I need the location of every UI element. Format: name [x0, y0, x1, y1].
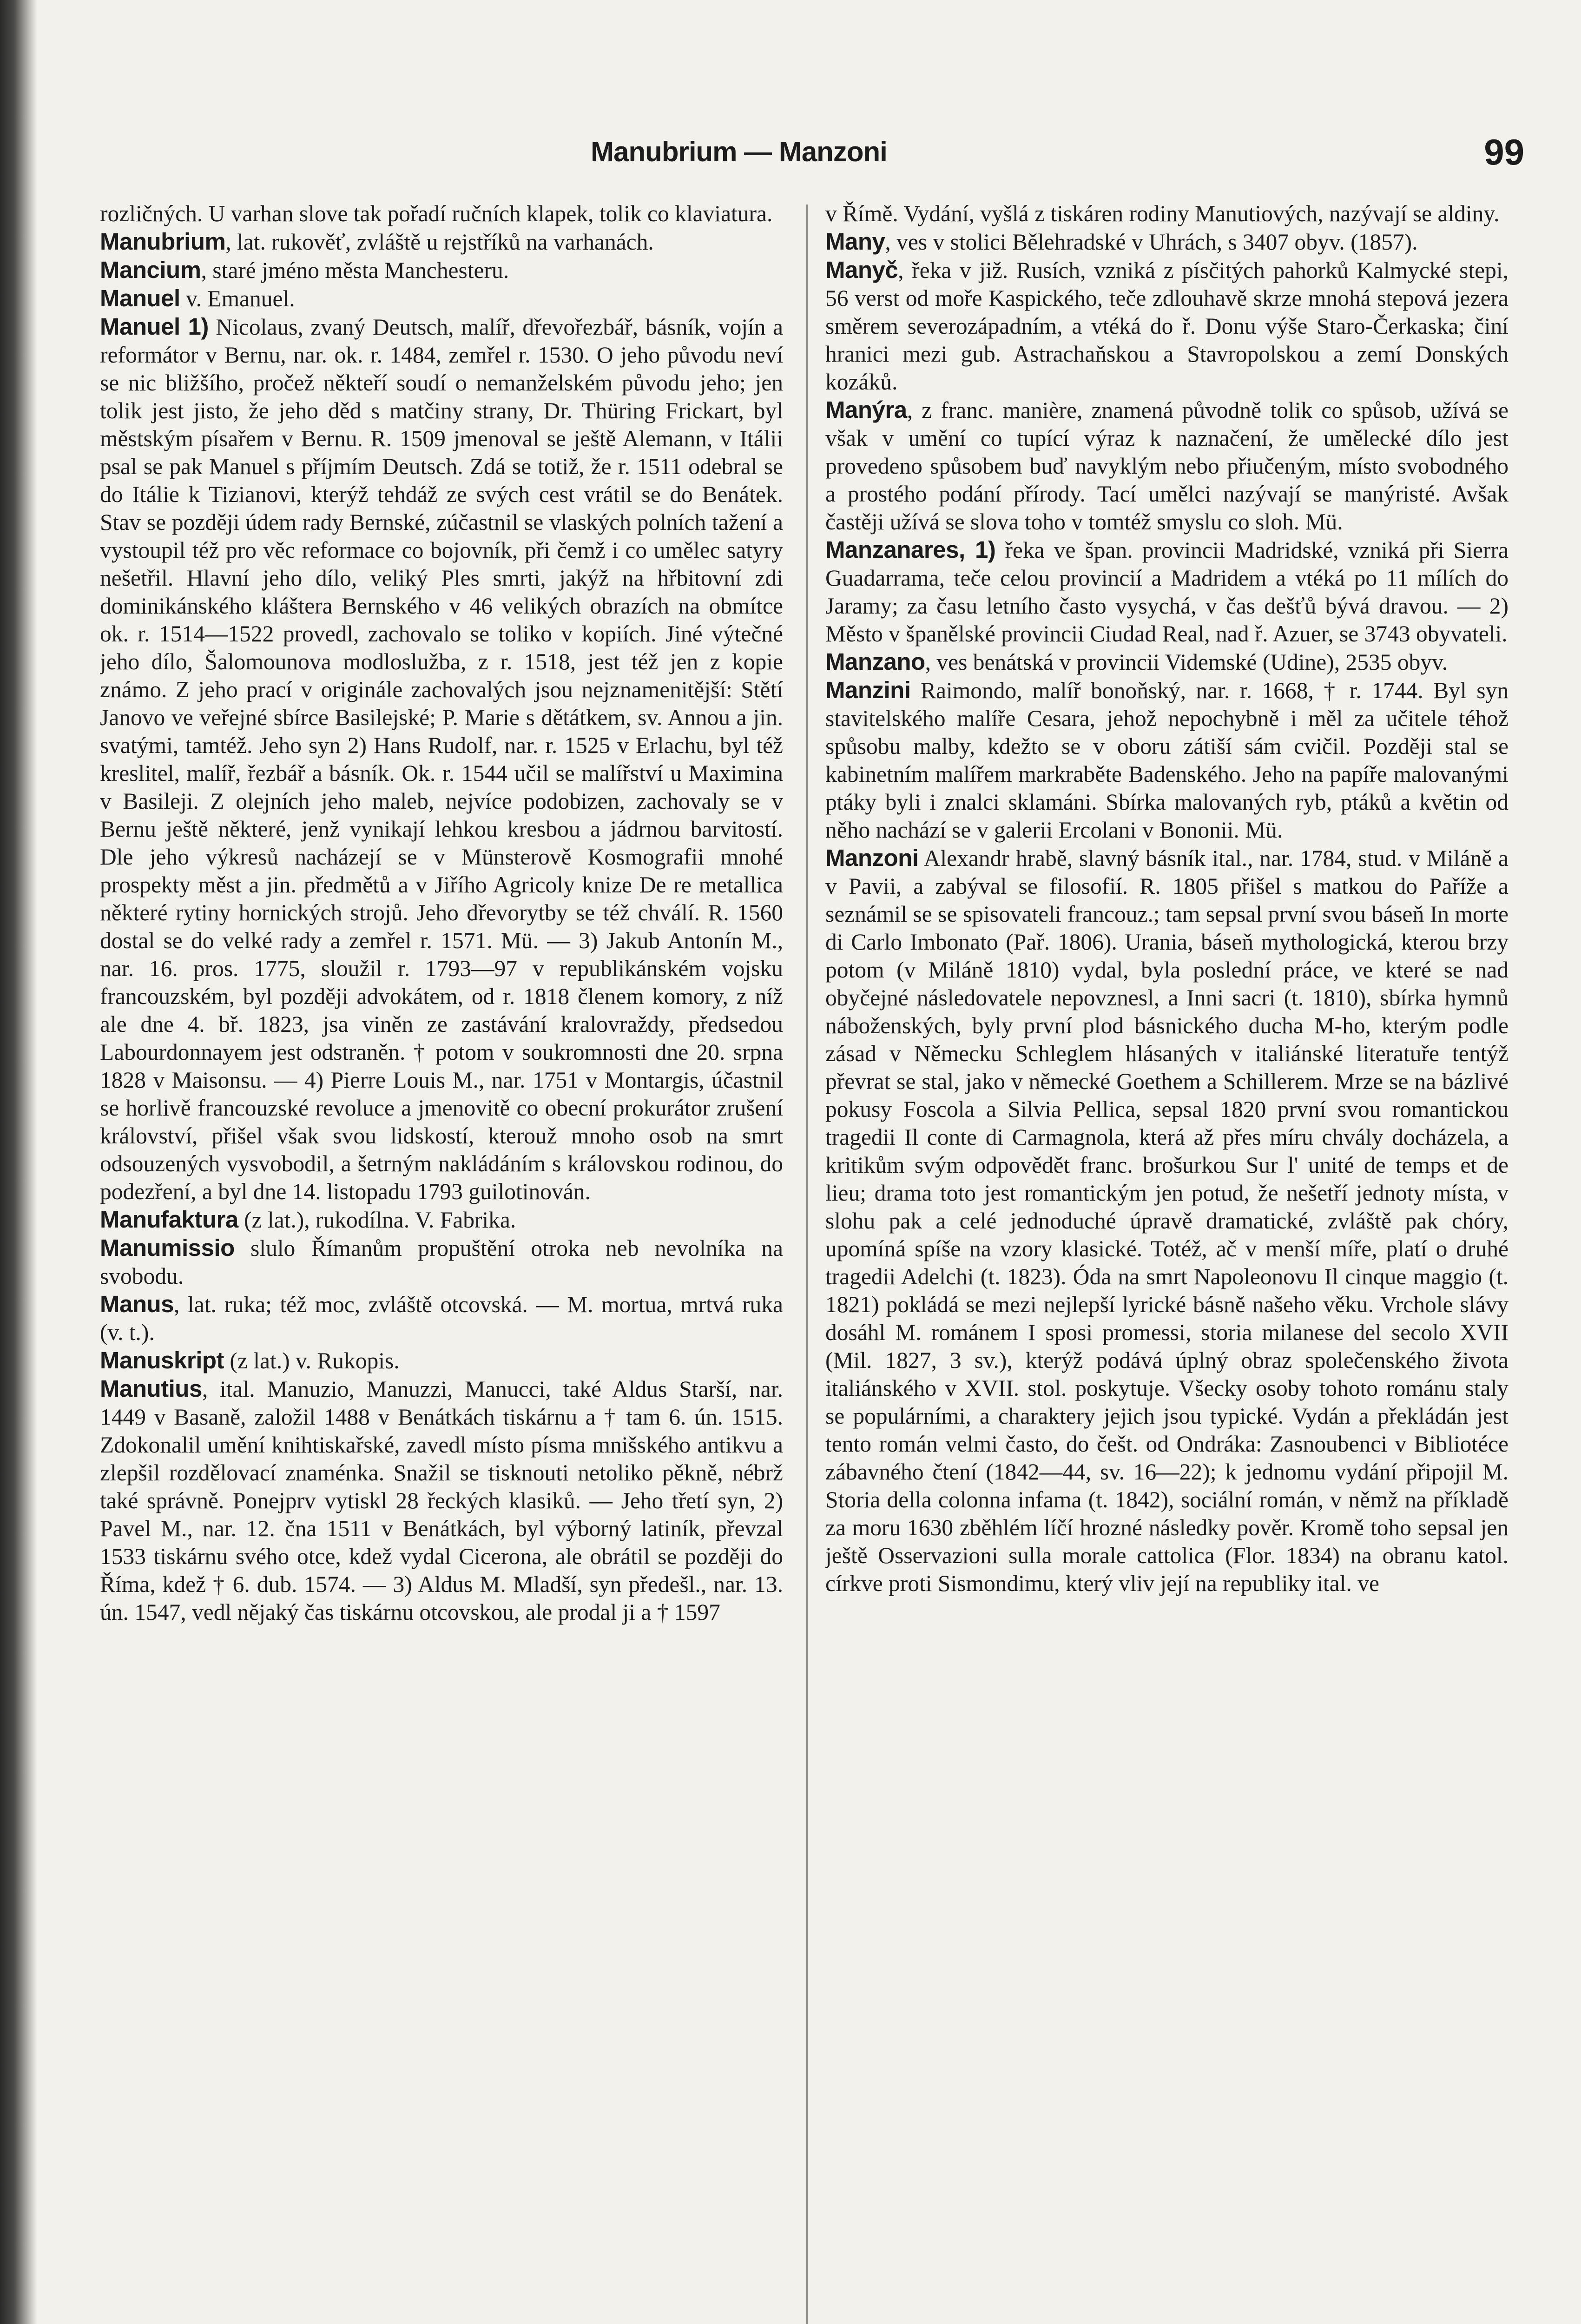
scan-edge-shadow	[0, 0, 37, 2324]
dictionary-entry	[825, 676, 1509, 844]
entry-text: Nicolaus, zvaný Deutsch, malíř, dřevořezbář, básník, vojín a reformátor v Bernu, nar. ok. r. 1484, zemřel r. 1530. O jeho původu neví se nic bližšího, pročež někteří soudí o nemanželském původu jeho; jen tolik jest jisto, že jeho děd s matčiny strany, Dr. Thüring Frickart, byl městským písařem v Bernu. R. 1509 jmenoval se ještě Alemann, v Itálii psal se pak Manuel s příjmím Deutsch. Zdá se totiž, že r. 1511 odebral se do Itálie k Tizianovi, kterýž tehdáž ze svých cest vrátil se do Benátek. Stav se později údem rady Bernské, zúčastnil se vlaských polních tažení a vystoupil též pro věc reformace co bojovník, při čemž i co umělec satyry nešetřil. Hlavní jeho dílo, veliký Ples smrti, jakýž na hřbitovní zdi dominikánského kláštera Bernského v 46 velikých obrazích na obmítce ok. r. 1514—1522 provedl, zachovalo se toliko v kopiích. Jiné výtečné jeho dílo, Šalomounova modloslužba, z r. 1518, jest též jen z kopie známo. Z jeho prací v originále zachovalých jsou nejznamenitější: Stětí Janovo ve veřejné sbírce Basilejské; P. Marie s dětátkem, sv. Annou a jin. svatými, tamtéž. Jeho syn 2) Hans Rudolf, nar. r. 1525 v Erlachu, byl též kreslitel, malíř, řezbář a básník. Ok. r. 1544 učil se malířství u Maximina v Basileji. Z olejních jeho maleb, nejvíce podobizen, zachovaly se v Bernu ještě některé, jenž vynikají lehkou kresbou a jádrnou barvitostí. Dle jeho výkresů nacházejí se v Münsterově Kosmografii mnohé prospekty měst a jin. předmětů a v Jiřího Agricoly knize De re metallica některé rytiny hornických strojů. Jeho dřevorytby se též chválí. R. 1560 dostal se do velké rady a zemřel r. 1571. Mü. — 3) Jakub Antonín M., nar. 16. pros. 1775, sloužil r. 1793—97 v republikánském vojsku francouzském, byl později advokátem, od r. 1818 členem komory, z níž ale dne 4. bř. 1823, jsa viněn ze zastávání kralovraždy, předsedou Labourdonnayem jest odstraněn. † potom v soukromnosti dne 20. srpna 1828 v Maisonsu. — 4) Pierre Louis M., nar. 1751 v Montargis, účastnil se horlivě francouzské revoluce a jmenovitě co obecní prokurátor zrušení království, přišel však svou lidskostí, kterouž mnoho osob na smrt odsouzených vysvobodil, a šetrným nakládáním s královskou rodinou, do podezření, a byl dne 14. listopadu 1793 guilotinován.	[100, 314, 783, 1204]
entry-headword: Manyč	[825, 257, 898, 283]
right-column	[825, 200, 1509, 2324]
entry-text: , ves v stolici Bělehradské v Uhrách, s 3407 obyv. (1857).	[885, 229, 1418, 255]
entry-text: rozličných. U varhan slove tak pořadí ručních klapek, tolik co klaviatura.	[100, 201, 773, 226]
dictionary-entry	[100, 313, 783, 1206]
entry-text: , lat. rukověť, zvláště u rejstříků na varhanách.	[225, 229, 654, 255]
entry-headword: Manutius	[100, 1375, 202, 1402]
entry-headword: Manumissio	[100, 1235, 235, 1261]
running-head: Manubrium — Manzoni	[591, 136, 887, 167]
dictionary-entry	[825, 256, 1509, 396]
entry-headword: Mancium	[100, 257, 201, 283]
entry-text: , řeka v již. Rusích, vzniká z písčitých pahorků Kalmycké stepi, 56 verst od moře Kaspického, teče zdlouhavě skrze mnohá stepová jezera směrem severozápadním, a vtéká do ř. Donu výše Staro-Čerkaska; činí hranici mezi gub. Astrachaňskou a Stavropolskou a zemí Donských kozáků.	[825, 257, 1509, 395]
entry-text: v. Emanuel.	[180, 286, 295, 311]
left-column	[100, 200, 783, 2324]
entry-text: slulo Římanům propuštění otroka neb nevolníka na svobodu.	[100, 1235, 783, 1289]
dictionary-entry	[825, 228, 1509, 256]
entry-text: , lat. ruka; též moc, zvláště otcovská. — M. mortua, mrtvá ruka (v. t.).	[100, 1292, 783, 1345]
dictionary-entry	[100, 200, 783, 228]
entry-headword: Manuel 1)	[100, 313, 209, 340]
entry-headword: Manzano	[825, 648, 925, 675]
entry-text: , ves benátská v provincii Videmské (Udine), 2535 obyv.	[925, 649, 1448, 675]
dictionary-entry	[100, 1347, 783, 1375]
dictionary-entry	[100, 284, 783, 313]
entry-headword: Manufaktura	[100, 1206, 238, 1233]
entry-headword: Manus	[100, 1291, 174, 1317]
dictionary-entry	[100, 1206, 783, 1234]
dictionary-entry	[100, 1234, 783, 1290]
entry-text: řeka ve špan. provincii Madridské, vzniká při Sierra Guadarrama, teče celou provincií a Madridem a vtéká po 11 mílích do Jaramy; za času letního často vysychá, v čas dešťů bývá dravou. — 2) Město v španělské provincii Ciudad Real, nad ř. Azuer, se 3743 obyvateli.	[825, 537, 1509, 647]
dictionary-entry	[825, 648, 1509, 676]
dictionary-entry	[100, 1290, 783, 1347]
entry-text: , staré jméno města Manchesteru.	[201, 257, 509, 283]
dictionary-entry	[825, 844, 1509, 1598]
entry-headword: Manuskript	[100, 1347, 224, 1373]
dictionary-entry	[825, 536, 1509, 648]
entry-headword: Manzini	[825, 677, 911, 703]
entry-text: Alexandr hrabě, slavný básník ital., nar. 1784, stud. v Miláně a v Pavii, a zabýval se filosofií. R. 1805 přišel s matkou do Paříže a seznámil se se spisovateli francouz.; tam sepsal první svou báseň In morte di Carlo Imbonato (Pař. 1806). Urania, báseň mythologická, kterou brzy potom (v Miláně 1810) vydal, byla poslední práce, ve které se nad obyčejné následovatele nepovznesl, a Inni sacri (t. 1810), sbírka hymnů náboženských, byly první plod básnického ducha M-ho, kterým podle zásad v Německu Schleglem hlásaných v italiánské literatuře tentýž převrat se stal, jako v německé Goethem a Schillerem. Mrze se na bázlivé pokusy Foscola a Silvia Pellica, sepsal 1820 první svou romantickou tragedii Il conte di Carmagnola, která až přes míru chvály docházela, a kritikům svým odpovědět franc. brošurkou Sur l' unité de temps et de lieu; drama toto jest romantickým jen potud, že nešetří jednoty místa, v slohu pak a celé jednoduché úpravě dramatické, zvláště pak chóry, upomíná spíše na vzory klasické. Totéž, ač v menší míře, platí o druhé tragedii Adelchi (t. 1823). Óda na smrt Napoleonovu Il cinque maggio (t. 1821) pokládá se mezi nejlepší lyrické básně našeho věku. Vrchole slávy dosáhl M. románem I sposi promessi, storia milanese del secolo XVII (Mil. 1827, 3 sv.), kterýž podává úplný obraz společenského života italiánského v XVII. stol. poskytuje. Všecky osoby tohoto románu staly se populárními, a charaktery jejich jsou typické. Vydán a překládán jest tento román velmi často, do češt. od Ondráka: Zasnoubenci v Bibliotéce zábavného čtení (1842—44, sv. 16—22); k jednomu vydání připojil M. Storia della colonna infama (t. 1842), sociální román, v němž na příkladě za moru 1630 zběhlém líčí hrozné následky pověr. Kromě toho sepsal jen ještě Osservazioni sulla morale cattolica (Flor. 1834) na obranu katol. církve proti Sismondimu, který vliv její na republiky ital. ve	[825, 845, 1509, 1596]
dictionary-entry	[825, 396, 1509, 536]
column-divider	[806, 205, 808, 2324]
entry-headword: Manýra	[825, 396, 907, 423]
dictionary-entry	[100, 256, 783, 284]
dictionary-entry	[825, 200, 1509, 228]
entry-text: , z franc. manière, znamená původně tolik co spůsob, užívá se však v umění co tupící výraz k naznačení, že umělecké dílo jest provedeno spůsobem buď navyklým nebo přiučeným, místo svobodného a prostého podání přírody. Tací umělci nazývají se manýristé. Avšak častěji užívá se slova toho v tomtéž smyslu co sloh. Mü.	[825, 397, 1509, 535]
entry-text: Raimondo, malíř bonoňský, nar. r. 1668, † r. 1744. Byl syn stavitelského malíře Cesara, jehož nepochybně i měl za učitele téhož spůsobu malby, kdežto se v oboru zátiší sám cvičil. Později stal se kabinetním malířem markraběte Badenského. Jeho na papíře malovanými ptáky byli i znalci sklamáni. Sbírka malovaných ryb, ptáků a květin od něho nachází se v galerii Ercolani v Bononii. Mü.	[825, 678, 1509, 843]
page-header	[0, 0, 1581, 186]
dictionary-entry	[100, 228, 783, 256]
page-number: 99	[1484, 132, 1524, 172]
entry-headword: Manuel	[100, 285, 180, 311]
entry-headword: Many	[825, 228, 885, 255]
entry-headword: Manubrium	[100, 228, 226, 255]
entry-text: (z lat.), rukodílna. V. Fabrika.	[238, 1207, 516, 1233]
entry-text: (z lat.) v. Rukopis.	[224, 1348, 400, 1373]
dictionary-entry	[100, 1375, 783, 1626]
entry-headword: Manzanares, 1)	[825, 536, 996, 563]
entry-headword: Manzoni	[825, 845, 919, 871]
entry-text: v Římě. Vydání, vyšlá z tiskáren rodiny Manutiových, nazývají se aldiny.	[825, 201, 1500, 226]
entry-text: , ital. Manuzio, Manuzzi, Manucci, také Aldus Starší, nar. 1449 v Basaně, založil 1488 v Benátkách tiskárnu a † tam 6. ún. 1515. Zdokonalil umění knihtiskařské, zavedl místo písma mnišského antikvu a zlepšil rozdělovací znaménka. Snažil se tisknouti netoliko pěkně, nébrž také správně. Ponejprv vytiskl 28 řeckých klasiků. — Jeho třetí syn, 2) Pavel M., nar. 12. čna 1511 v Benátkách, byl výborný latiník, převzal 1533 tiskárnu svého otce, kdež vydal Cicerona, ale obrátil se později do Říma, kdež † 6. dub. 1574. — 3) Aldus M. Mladší, syn předešl., nar. 13. ún. 1547, vedl nějaký čas tiskárnu otcovskou, ale prodal ji a † 1597	[100, 1376, 783, 1625]
